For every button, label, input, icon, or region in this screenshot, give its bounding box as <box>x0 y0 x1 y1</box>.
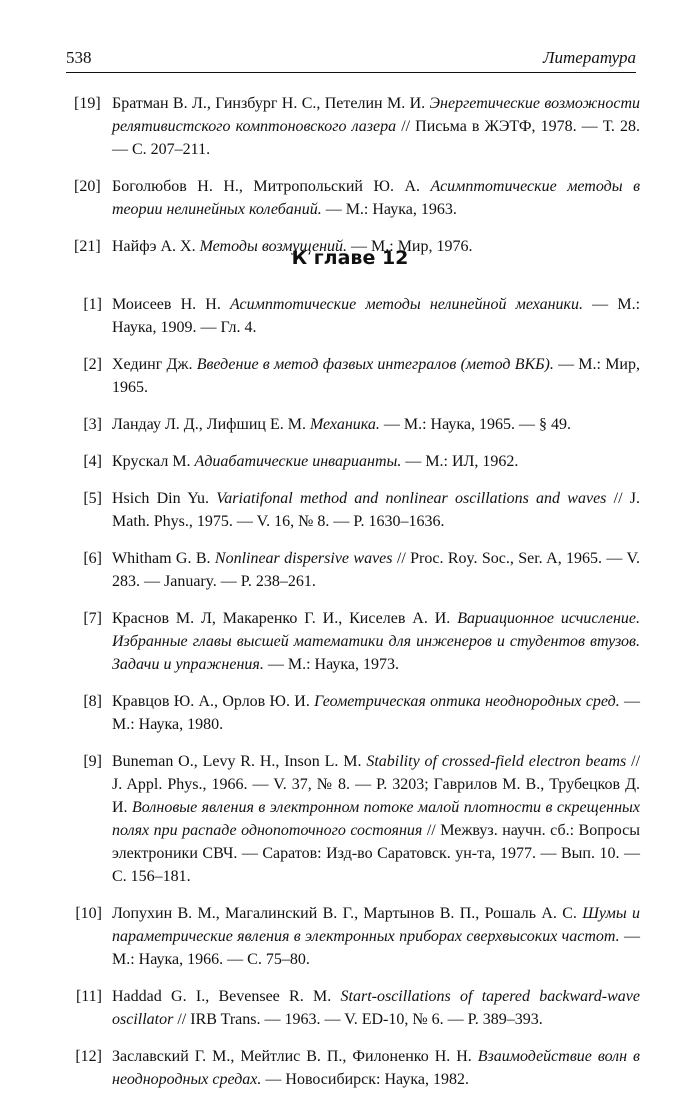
reference-number: [6] <box>83 550 102 567</box>
reference-text <box>112 690 640 736</box>
reference-authors: Haddad G. I., Bevensee R. M. <box>112 988 332 1005</box>
reference-item <box>74 547 640 593</box>
references-list-chapter-12 <box>74 293 640 1105</box>
reference-source: — М.: Наука, 1973. <box>263 656 399 673</box>
reference-number: [5] <box>83 490 102 507</box>
reference-source: — Новосибирск: Наука, 1982. <box>261 1071 469 1088</box>
reference-title: Механика. <box>309 416 380 433</box>
reference-title: Введение в метод фазвых интегралов (метод ВКБ). <box>196 356 554 373</box>
reference-title: Вариационное исчисление. Избранные главы высшей математики для инженеров и студентов втузов. Задачи и упражнения. <box>112 610 640 673</box>
reference-authors: Братман В. Л., Гинзбург Н. С., Петелин М. И. <box>112 95 426 112</box>
reference-source: — М.: Наука, 1980. <box>112 693 641 733</box>
reference-item <box>74 175 640 221</box>
reference-item <box>74 293 640 339</box>
references-list-top <box>74 92 640 272</box>
reference-number: [4] <box>83 453 102 470</box>
reference-item <box>74 92 640 161</box>
reference-source: // J. Math. Phys., 1975. — V. 16, № 8. — P. 1630–1636. <box>112 490 641 530</box>
reference-item <box>74 450 640 473</box>
reference-authors: Боголюбов Н. Н., Митропольский Ю. А. <box>112 178 421 195</box>
reference-authors: Лопухин В. М., Магалинский В. Г., Мартынов В. П., Рошаль А. С. <box>112 905 577 922</box>
reference-item <box>74 902 640 971</box>
reference-authors: Ландау Л. Д., Лифшиц Е. М. <box>112 416 306 433</box>
reference-text <box>112 902 640 971</box>
reference-number: [11] <box>75 988 102 1005</box>
reference-title: Методы возмущений. <box>199 238 348 255</box>
reference-number: [1] <box>83 296 102 313</box>
reference-title: Адиабатические инварианты. <box>194 453 402 470</box>
reference-text <box>112 985 640 1031</box>
reference-source: — М.: Наука, 1909. — Гл. 4. <box>112 296 641 336</box>
reference-source: — М.: Наука, 1965. — § 49. <box>379 416 571 433</box>
reference-title: Variatifonal method and nonlinear oscillations and waves <box>216 490 607 507</box>
reference-item <box>74 750 640 888</box>
reference-title: Шумы и параметрические явления в электронных приборах сверхвысоких частот. <box>112 905 641 945</box>
reference-text <box>112 92 640 161</box>
reference-number: [10] <box>75 905 102 922</box>
reference-number: [20] <box>74 178 101 195</box>
reference-source-2: // Межвуз. научн. сб.: Вопросы электроники СВЧ. — Саратов: Изд-во Саратовск. ун-та, 1977. — Вып. 10. — С. 156–181. <box>112 822 641 885</box>
reference-title: Энергетические возможности релятивистского комптоновского лазера <box>112 95 640 135</box>
reference-source: — М.: Мир, 1976. <box>347 238 473 255</box>
reference-authors: Whitham G. B. <box>112 550 211 567</box>
reference-authors: Кравцов Ю. А., Орлов Ю. И. <box>112 693 310 710</box>
reference-item <box>74 690 640 736</box>
reference-authors: Краснов М. Л, Макаренко Г. И., Киселев А. И. <box>112 610 451 627</box>
reference-authors: Заславский Г. М., Мейтлис В. П., Филоненко Н. Н. <box>112 1048 472 1065</box>
reference-number: [8] <box>83 693 102 710</box>
reference-title: Start-oscillations of tapered backward-wave oscillator <box>112 988 641 1028</box>
reference-text <box>112 607 640 676</box>
reference-source: — М.: Наука, 1966. — С. 75–80. <box>112 928 641 968</box>
reference-text <box>112 413 640 436</box>
reference-authors: Хединг Дж. <box>112 356 193 373</box>
reference-title: Stability of crossed-field electron beams <box>366 753 627 770</box>
reference-number: [12] <box>75 1048 102 1065</box>
reference-text <box>112 175 640 221</box>
reference-source: // Proc. Roy. Soc., Ser. A, 1965. — V. 283. — January. — P. 238–261. <box>112 550 641 590</box>
reference-source: // IRB Trans. — 1963. — V. ED-10, № 6. — P. 389–393. <box>173 1011 543 1028</box>
reference-item <box>74 487 640 533</box>
section-heading: К главе 12 <box>291 247 409 269</box>
reference-text <box>112 293 640 339</box>
reference-authors: Найфэ А. Х. <box>112 238 196 255</box>
reference-item <box>74 413 640 436</box>
reference-title: Асимптотические методы нелинейной механики. <box>230 296 584 313</box>
page-number: 538 <box>66 48 92 67</box>
reference-source: — М.: ИЛ, 1962. <box>401 453 519 470</box>
reference-authors: Buneman O., Levy R. H., Inson L. M. <box>112 753 362 770</box>
reference-text <box>112 450 640 473</box>
reference-authors: Hsich Din Yu. <box>112 490 210 507</box>
reference-title: Nonlinear dispersive waves <box>214 550 393 567</box>
reference-text <box>112 487 640 533</box>
reference-authors: Крускал М. <box>112 453 191 470</box>
reference-authors: Моисеев Н. Н. <box>112 296 221 313</box>
reference-title-2: Волновые явления в электронном потоке малой плотности в скрещенных полях при распаде однопоточного состояния <box>112 799 640 839</box>
reference-number: [9] <box>83 753 102 770</box>
reference-number: [7] <box>83 610 102 627</box>
reference-text <box>112 1045 640 1091</box>
reference-item <box>74 1045 640 1091</box>
reference-source: — М.: Мир, 1965. <box>112 356 640 396</box>
reference-title: Взаимодействие волн в неоднородных средах. <box>112 1048 640 1088</box>
reference-number: [21] <box>74 238 101 255</box>
reference-title: Геометрическая оптика неоднородных сред. <box>314 693 620 710</box>
reference-source: — М.: Наука, 1963. <box>321 201 457 218</box>
reference-item <box>74 353 640 399</box>
reference-source: // Письма в ЖЭТФ, 1978. — Т. 28. — С. 207–211. <box>112 118 640 158</box>
reference-text <box>112 547 640 593</box>
reference-title: Асимптотические методы в теории нелинейных колебаний. <box>112 178 641 218</box>
reference-item <box>74 985 640 1031</box>
page-header <box>66 44 636 73</box>
reference-number: [3] <box>83 416 102 433</box>
reference-text <box>112 750 640 888</box>
reference-number: [19] <box>74 95 101 112</box>
reference-item <box>74 607 640 676</box>
reference-number: [2] <box>83 356 102 373</box>
reference-source: // J. Appl. Phys., 1966. — V. 37, № 8. — P. 3203; Гаврилов М. В., Трубецков Д. И. <box>112 753 641 816</box>
reference-text <box>112 353 640 399</box>
running-title: Литература <box>542 48 636 67</box>
